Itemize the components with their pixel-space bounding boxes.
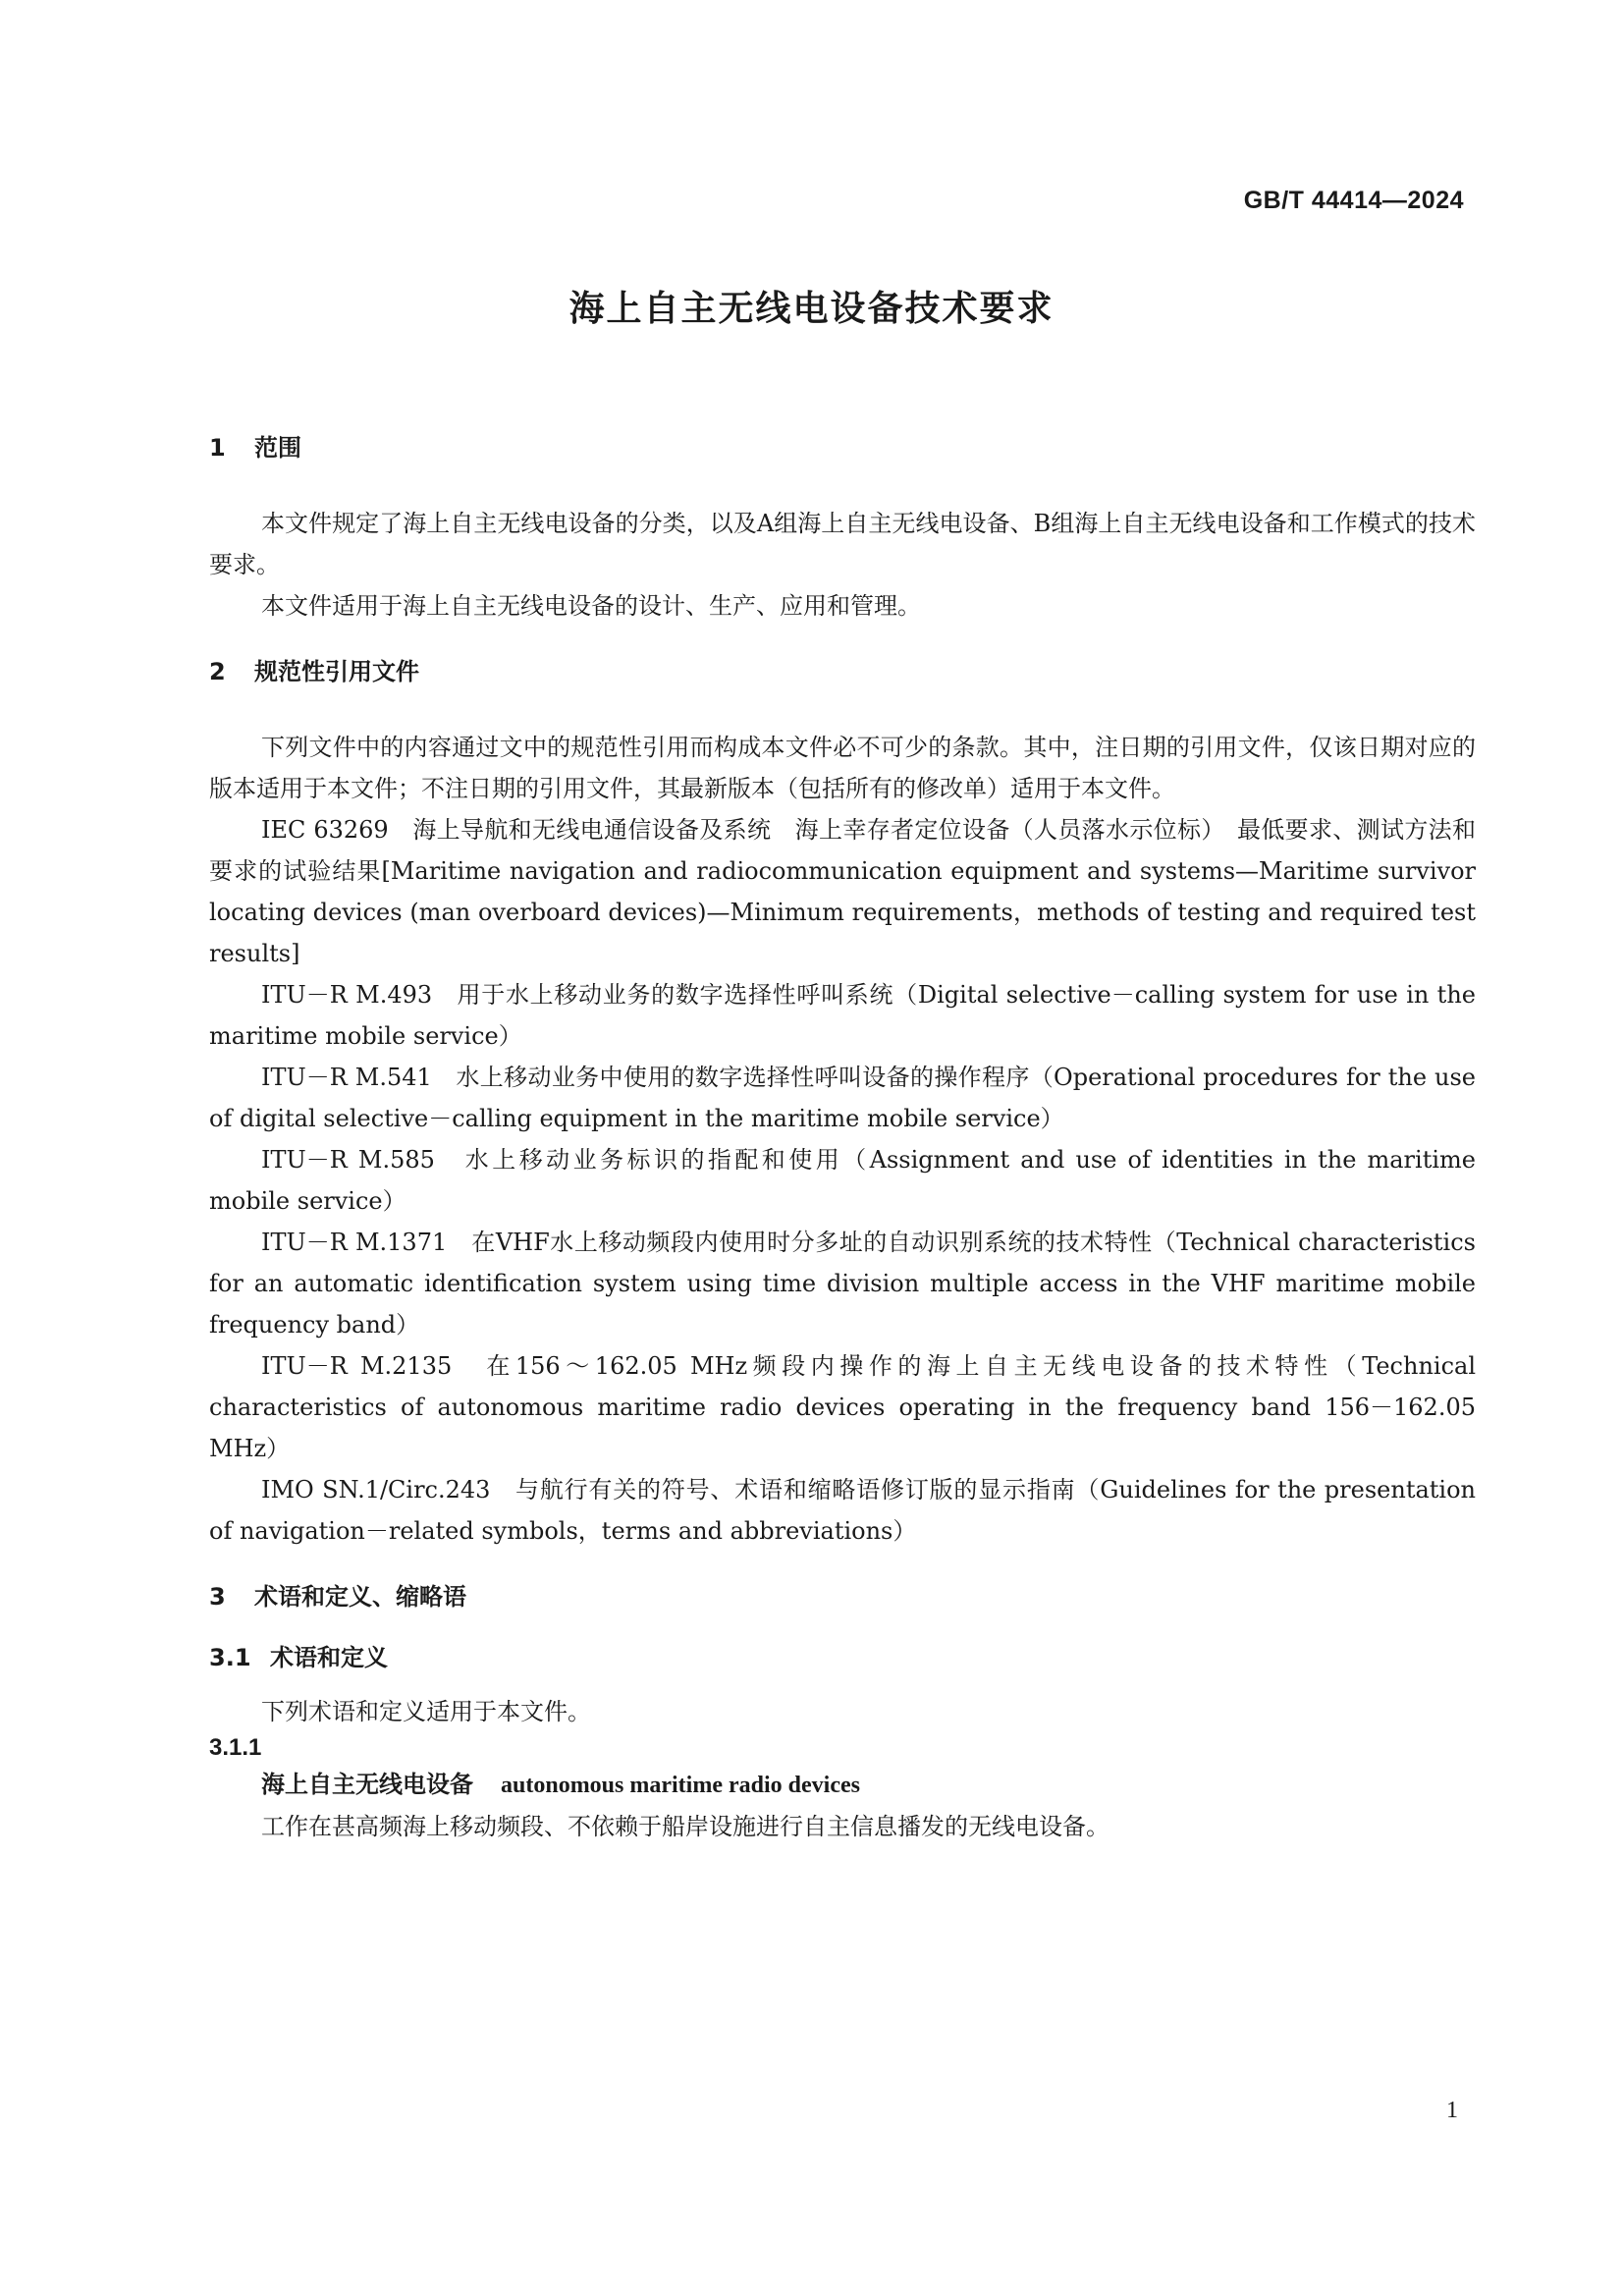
term-english: autonomous maritime radio devices (501, 1773, 860, 1798)
reference-item: IEC 63269 海上导航和无线电通信设备及系统 海上幸存者定位设备（人员落水示位标） 最低要求、测试方法和要求的试验结果[Maritime navigation and radiocommunication equipment and systems—Maritime survivor locating devices (man overboard devices)—Minimum requirements，methods of testing and required test results] (209, 816, 1476, 967)
reference-item: ITU－R M.585 水上移动业务标识的指配和使用（Assignment and use of identities in the maritime mobile service） (209, 1146, 1476, 1215)
paragraph: 本文件规定了海上自主无线电设备的分类，以及A组海上自主无线电设备、B组海上自主无线电设备和工作模式的技术要求。 (209, 510, 1476, 578)
paragraph: 下列术语和定义适用于本文件。 (261, 1698, 591, 1725)
term-definition: 工作在甚高频海上移动频段、不依赖于船岸设施进行自主信息播发的无线电设备。 (261, 1813, 1109, 1840)
reference-item: IMO SN.1/Circ.243 与航行有关的符号、术语和缩略语修订版的显示指南（Guidelines for the presentation of navigation－related symbols，terms and abbreviations） (209, 1476, 1476, 1545)
reference-item: ITU－R M.2135 在156～162.05 MHz频段内操作的海上自主无线电设备的技术特性（Technical characteristics of autonomous maritime radio devices operating in the frequency band 156－162.05 MHz） (209, 1352, 1476, 1462)
standard-code: GB/T 44414—2024 (1243, 187, 1464, 214)
section-title: 范围 (254, 434, 301, 462)
paragraph: 本文件适用于海上自主无线电设备的设计、生产、应用和管理。 (261, 592, 921, 620)
section-title: 术语和定义 (270, 1644, 388, 1671)
section-number: 1 (209, 434, 226, 462)
term-chinese: 海上自主无线电设备 (261, 1771, 473, 1798)
page-number: 1 (1446, 2098, 1458, 2123)
reference-item: ITU－R M.1371 在VHF水上移动频段内使用时分多址的自动识别系统的技术特性（Technical characteristics for an automatic identification system using time division multiple access in the VHF maritime mobile frequency band） (209, 1229, 1476, 1339)
document-body (209, 432, 1476, 1847)
section-2-heading (209, 656, 1476, 687)
paragraph: 下列文件中的内容通过文中的规范性引用而构成本文件必不可少的条款。其中，注日期的引用文件，仅该日期对应的版本适用于本文件；不注日期的引用文件，其最新版本（包括所有的修改单）适用于本文件。 (209, 734, 1476, 802)
term-number: 3.1.1 (209, 1734, 262, 1761)
section-number: 3.1 (209, 1644, 251, 1671)
section-title: 术语和定义、缩略语 (254, 1583, 466, 1611)
section-3-1-heading (209, 1642, 1476, 1673)
section-number: 2 (209, 658, 226, 685)
document-title: 海上自主无线电设备技术要求 (568, 289, 1055, 329)
section-title: 规范性引用文件 (254, 658, 419, 685)
term-entry (209, 1764, 1476, 1806)
reference-item: ITU－R M.541 水上移动业务中使用的数字选择性呼叫设备的操作程序（Operational procedures for the use of digital selective－calling equipment in the maritime mobile service） (209, 1064, 1476, 1132)
section-3-heading (209, 1581, 1476, 1613)
reference-item: ITU－R M.493 用于水上移动业务的数字选择性呼叫系统（Digital selective－calling system for use in the maritime mobile service） (209, 981, 1476, 1050)
section-1-heading (209, 432, 1476, 464)
section-number: 3 (209, 1583, 226, 1611)
